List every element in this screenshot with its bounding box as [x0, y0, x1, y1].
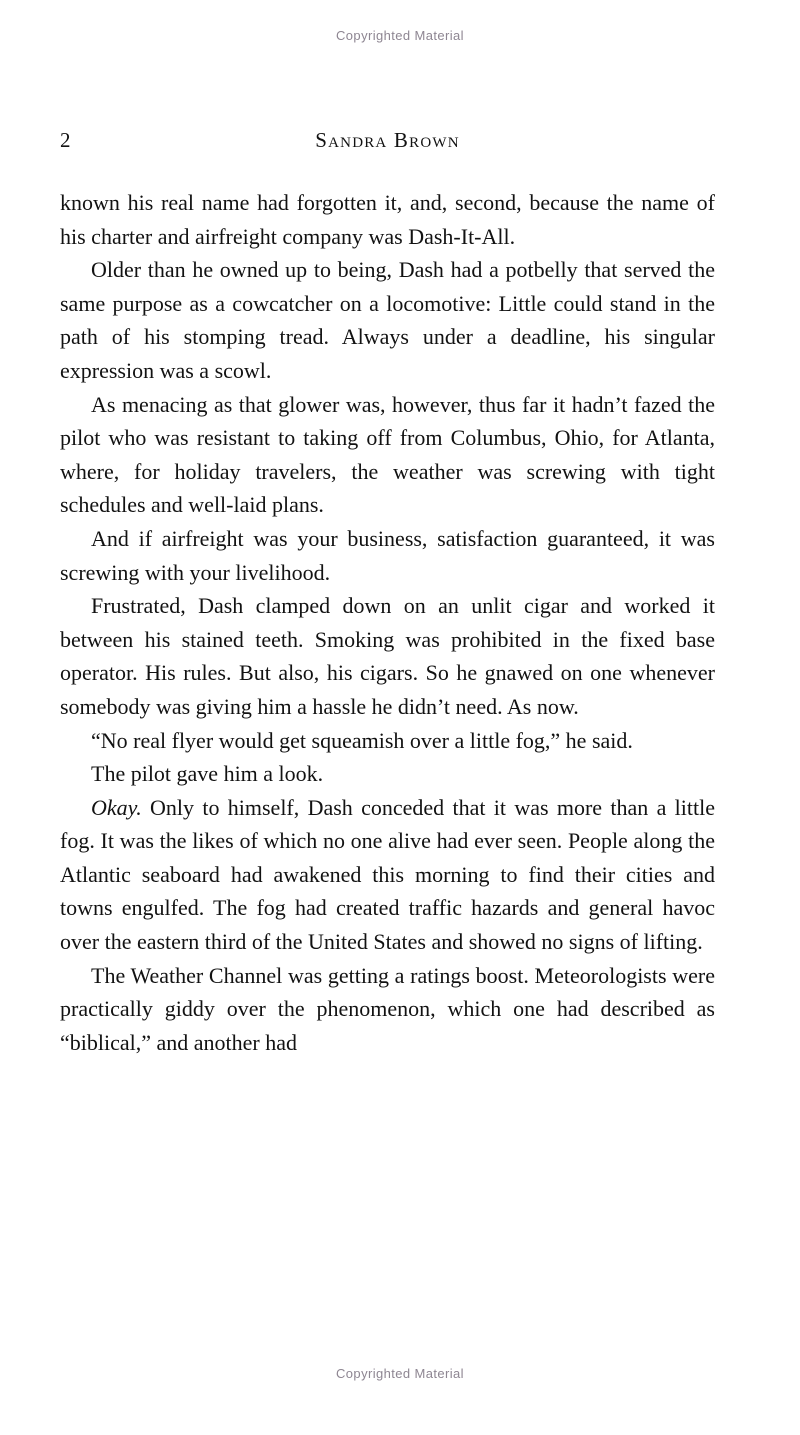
paragraph [60, 589, 715, 723]
paragraph-segment-italic: Okay. [91, 794, 142, 820]
paragraph-segment: Only to himself, Dash conceded that it was more than a little fog. It was the likes of which no one alive had ever seen. People along the Atlantic seaboard had awakened this morning to find their cities and towns engulfed. The fog had created traffic hazards and general havoc over the eastern third of the United States and showed no signs of lifting. [60, 794, 715, 955]
body-text [60, 186, 715, 1059]
paragraph-segment: “No real flyer would get squeamish over a little fog,” he said. [91, 727, 633, 753]
paragraph-segment: As menacing as that glower was, however, thus far it hadn’t fazed the pilot who was resistant to taking off from Columbus, Ohio, for Atlanta, where, for holiday travelers, the weather was screwing with tight schedules and well-laid plans. [60, 391, 715, 518]
copyright-notice-top: Copyrighted Material [336, 28, 464, 43]
paragraph [60, 757, 715, 791]
paragraph-segment: And if airfreight was your business, satisfaction guaranteed, it was screwing with your livelihood. [60, 525, 715, 585]
page-number: 2 [60, 128, 71, 152]
paragraph-segment: Frustrated, Dash clamped down on an unlit cigar and worked it between his stained teeth. Smoking was prohibited in the fixed base operator. His rules. But also, his cigars. So he gnawed on one whenever somebody was giving him a hassle he didn’t need. As now. [60, 593, 715, 719]
paragraph [60, 791, 715, 959]
paragraph [60, 388, 715, 522]
paragraph [60, 724, 715, 758]
paragraph [60, 959, 715, 1060]
paragraph-segment: Older than he owned up to being, Dash had a potbelly that served the same purpose as a cowcatcher on a locomotive: Little could stand in the path of his stomping tread. Always under a deadline, his singular expression was a scowl. [60, 257, 715, 383]
copyright-notice-bottom: Copyrighted Material [336, 1366, 464, 1381]
paragraph-segment: known his real name had forgotten it, and, second, because the name of his charter and airfreight company was Dash-It-All. [60, 190, 715, 249]
paragraph [60, 522, 715, 589]
paragraph [60, 253, 715, 387]
running-head [60, 128, 715, 154]
paragraph-segment: The pilot gave him a look. [91, 761, 324, 787]
paragraph [60, 186, 715, 253]
running-header-title: Sandra Brown [315, 128, 460, 152]
paragraph-segment: The Weather Channel was getting a ratings boost. Meteorologists were practically giddy over the phenomenon, which one had described as “biblical,” and another had [60, 962, 715, 1055]
